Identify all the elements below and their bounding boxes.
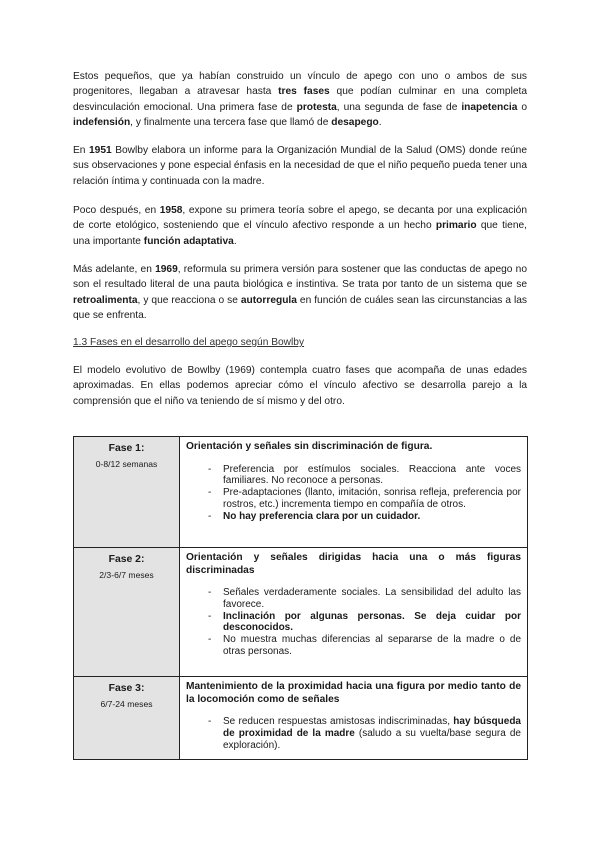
table-row <box>74 548 528 677</box>
phase-title: Mantenimiento de la proximidad hacia una figura por medio tanto de la locomoción como de señales <box>186 681 521 705</box>
paragraph-1958: Poco después, en 1958, expone su primera teoría sobre el apego, se decanta por una explicación de corte etológico, sosteniendo que el vínculo afectivo responde a un hecho primario que tiene, una importante función adaptativa. <box>73 205 527 247</box>
list-item: - No muestra muchas diferencias al separarse de la madre o de otras personas. <box>208 634 521 657</box>
list-item: - Inclinación por algunas personas. Se deja cuidar por desconocidos. <box>208 610 521 634</box>
list-item: - Pre-adaptaciones (llanto, imitación, sonrisa refleja, preferencia por rostros, etc.) incrementa tiempo en compañía de otros. <box>208 487 521 510</box>
phase-name: Fase 2: <box>108 554 145 565</box>
paragraph-three-phases: Estos pequeños, que ya habían construido un vínculo de apego con uno o ambos de sus progenitores, llegaban a atravesar hasta tres fases que podían culminar en una completa desvinculación emocional. Una primera fase de protesta, una segunda de fase de inapetencia o indefensión, y finalmente una tercera fase que llamó de desapego. <box>73 71 528 128</box>
phase-name: Fase 3: <box>108 683 145 694</box>
phase-label-cell <box>74 437 180 548</box>
phase-label-cell <box>74 548 180 677</box>
list-item: - Señales verdaderamente sociales. La sensibilidad del adulto las favorece. <box>208 587 521 610</box>
paragraph-1969: Más adelante, en 1969, reformula su primera versión para sostener que las conductas de apego no son el resultado literal de una pauta biológica e instintiva. Se trata por tanto de un sistema que se retroalimenta, y que reacciona o se autorregula en función de cuáles sean las circunstancias a las que se enfrenta. <box>73 264 528 321</box>
phase-title: Orientación y señales dirigidas hacia una o más figuras discriminadas <box>186 552 521 576</box>
table-row <box>74 437 528 548</box>
list-item: - No hay preferencia clara por un cuidador. <box>208 510 421 522</box>
paragraph-model: El modelo evolutivo de Bowlby (1969) contempla cuatro fases que acompaña de unas edades aproximadas. En ellas podemos apreciar cómo el vínculo afectivo se desarrolla parejo a la comprensión que el niño va teniendo de sí mismo y del otro. <box>73 365 527 407</box>
phase-title: Orientación y señales sin discriminación de figura. <box>186 441 433 452</box>
list-item: - Se reducen respuestas amistosas indiscriminadas, hay búsqueda de proximidad de la madre (saludo a su vuelta/base segura de exploración). <box>208 716 521 751</box>
phase-age: 0-8/12 semanas <box>95 458 158 469</box>
phase-content-cell <box>180 677 528 760</box>
phases-table <box>73 436 528 760</box>
phase-items <box>186 587 521 658</box>
phase-age: 2/3-6/7 meses <box>99 569 154 580</box>
list-item: - Preferencia por estímulos sociales. Reacciona ante voces familiares. No reconoce a personas. <box>208 463 521 487</box>
phase-age: 6/7-24 meses <box>100 698 153 709</box>
phase-content-cell <box>180 437 528 548</box>
phase-content-cell <box>180 548 528 677</box>
table-row <box>74 677 528 760</box>
phase-items <box>186 716 521 751</box>
phase-name: Fase 1: <box>108 443 145 454</box>
paragraph-1951: En 1951 Bowlby elabora un informe para la Organización Mundial de la Salud (OMS) donde reúne sus observaciones y pone especial énfasis en la necesidad de que el niño pequeño pueda tener una relación íntima y continuada con la madre. <box>73 145 527 187</box>
phase-items <box>186 464 521 523</box>
section-heading: 1.3 Fases en el desarrollo del apego según Bowlby <box>73 337 305 348</box>
phase-label-cell <box>74 677 180 760</box>
